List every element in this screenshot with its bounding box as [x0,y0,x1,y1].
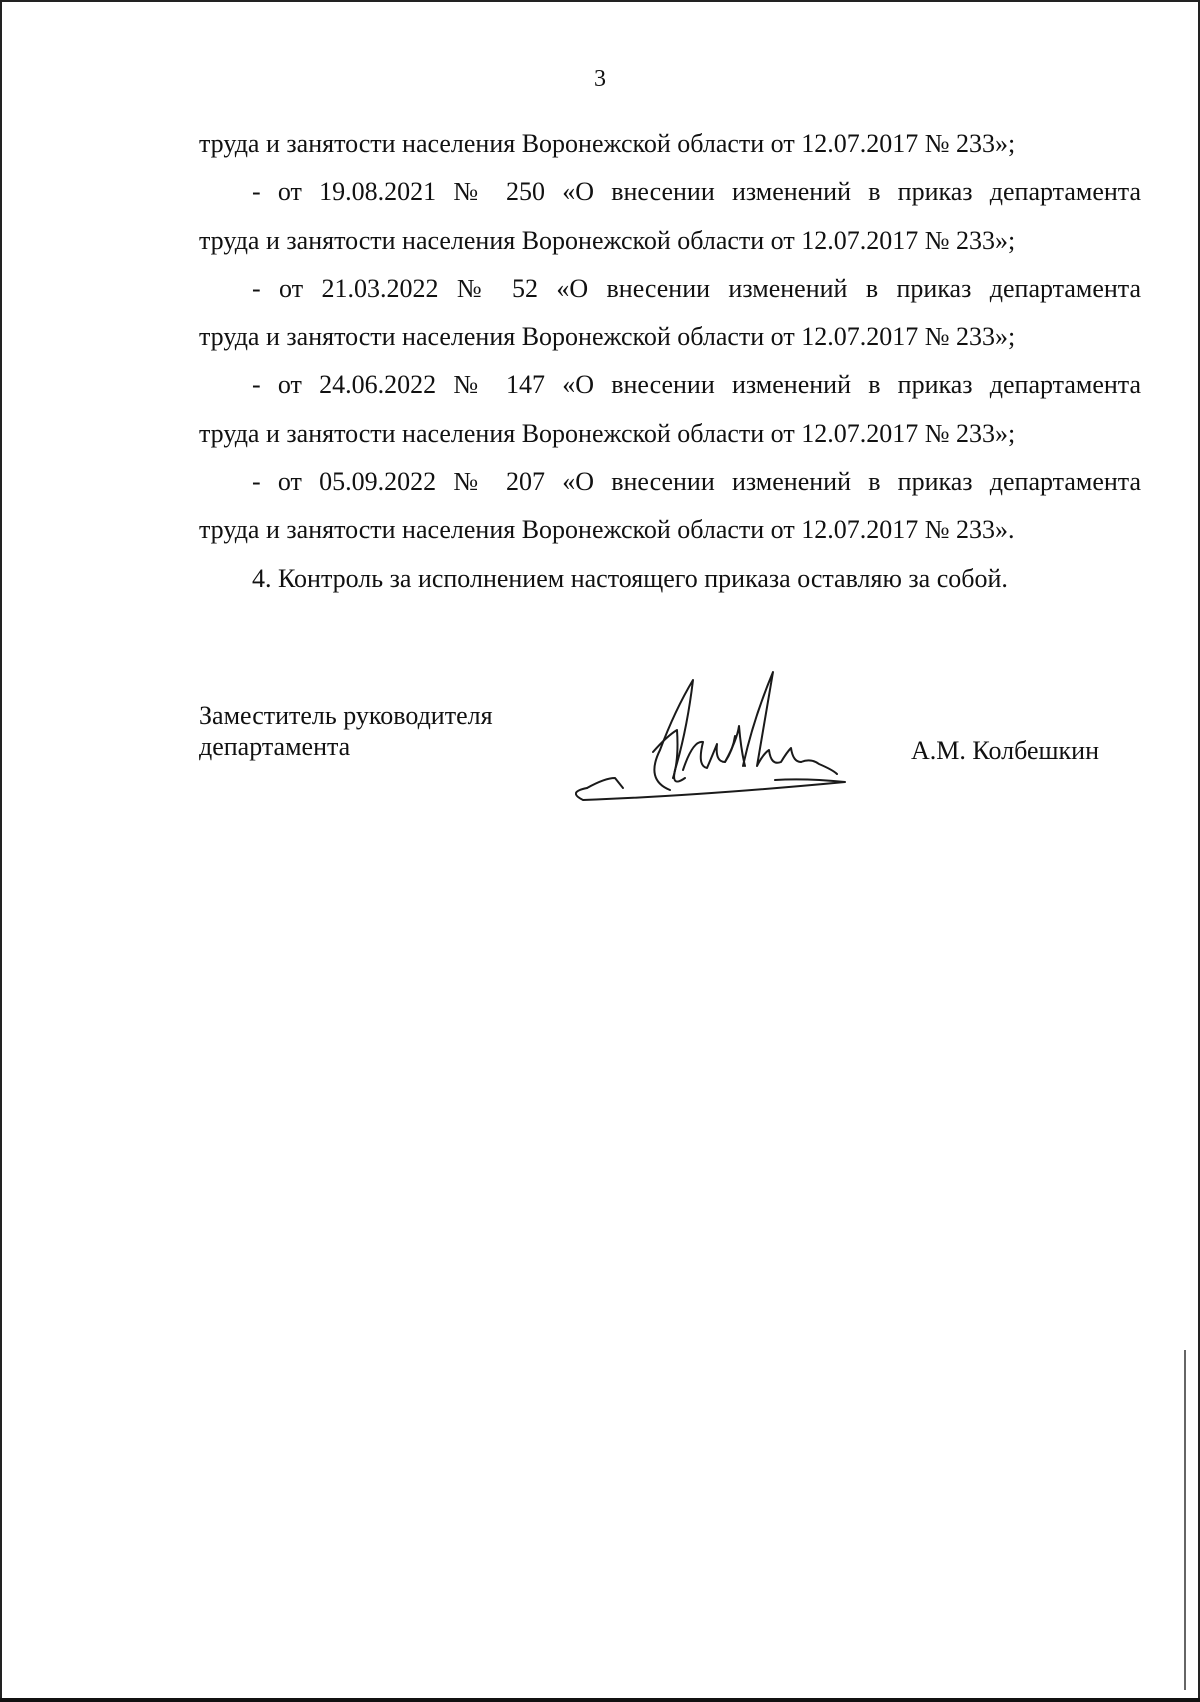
body-line: труда и занятости населения Воронежской области от 12.07.2017 № 233»; [199,129,1016,158]
body-line: труда и занятости населения Воронежской области от 12.07.2017 № 233»; [199,322,1016,352]
body-line: - от 24.06.2022 № 147 «О внесении изменений в приказ департамента [252,370,1141,400]
document-body [199,120,1141,603]
signer-position-line: департамента [199,732,351,761]
scan-edge-left [0,0,2,1702]
signer-name: А.М. Колбешкин [911,736,1099,765]
body-line: 4. Контроль за исполнением настоящего приказа оставляю за собой. [252,563,1008,593]
handwritten-signature-icon [575,670,855,810]
body-line: - от 21.03.2022 № 52 «О внесении изменений в приказ департамента [252,273,1141,303]
signer-position-line: Заместитель руководителя [199,701,493,730]
body-line: - от 19.08.2021 № 250 «О внесении изменений в приказ департамента [252,177,1141,207]
body-line: - от 05.09.2022 № 207 «О внесении изменений в приказ департамента [252,467,1141,497]
body-line: труда и занятости населения Воронежской области от 12.07.2017 № 233»; [199,418,1016,448]
page-number: 3 [594,66,606,92]
body-line: труда и занятости населения Воронежской области от 12.07.2017 № 233»; [199,225,1016,255]
scan-edge-bottom [0,1698,1200,1702]
signer-position [199,700,493,762]
body-line: труда и занятости населения Воронежской области от 12.07.2017 № 233». [199,515,1015,545]
scan-edge-artifact [1184,1350,1186,1690]
scan-edge-top [0,0,1200,2]
